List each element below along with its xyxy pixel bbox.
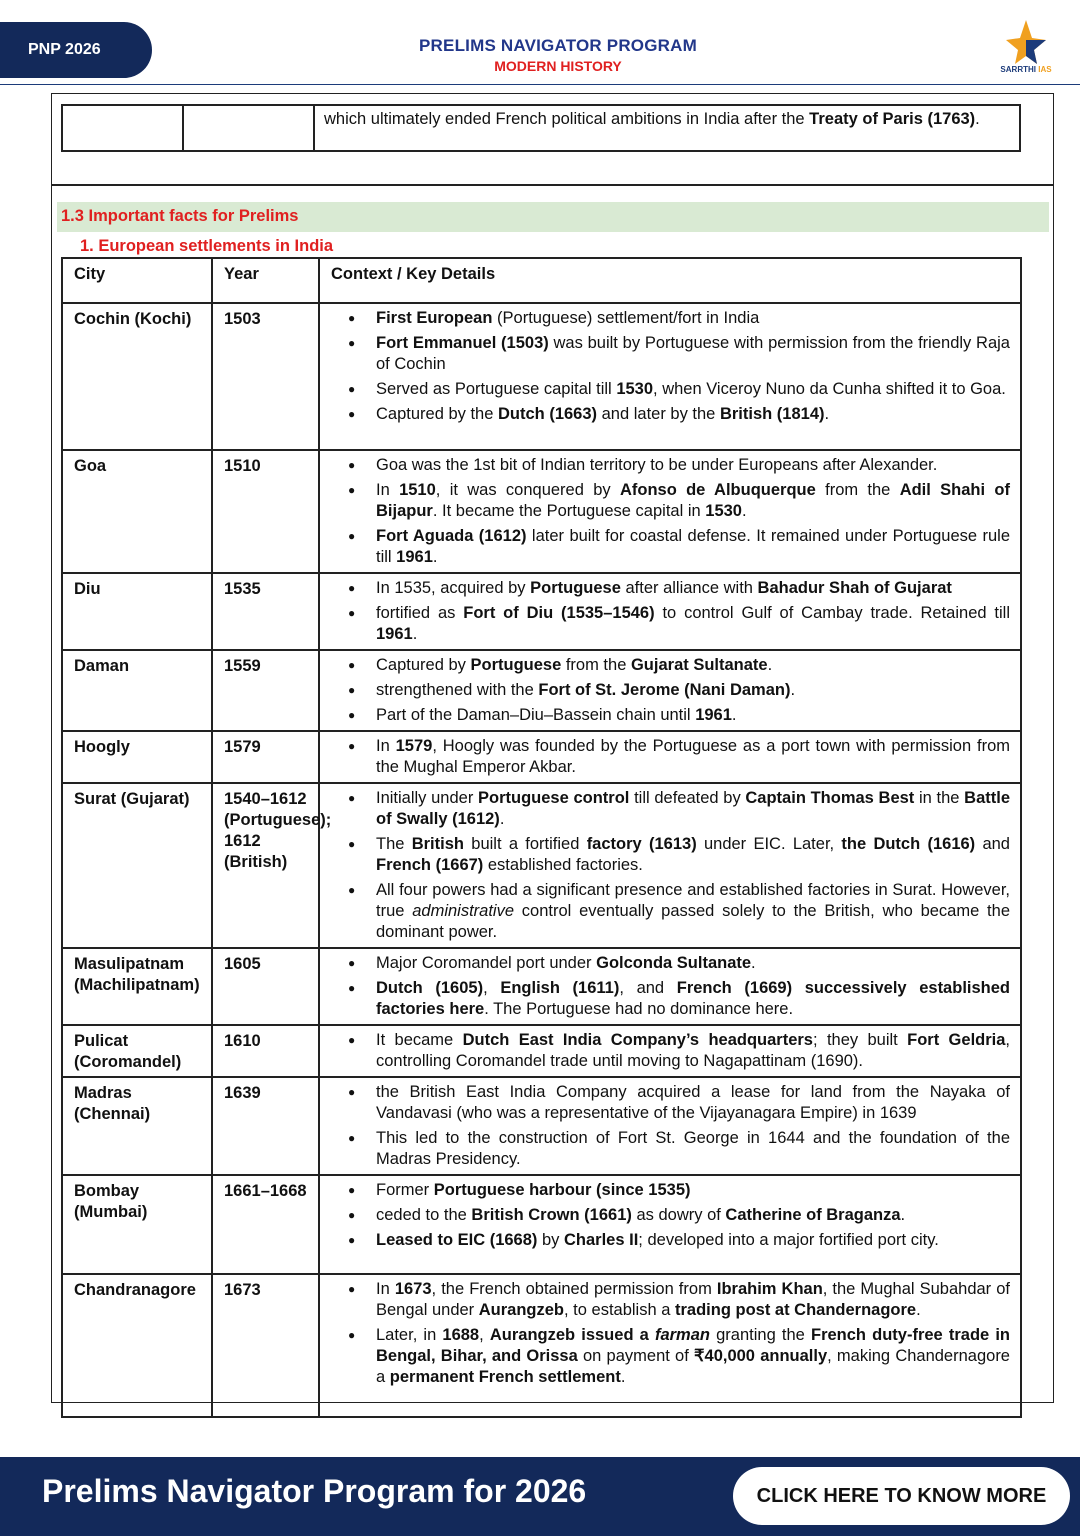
detail-text: All four powers had a significant presence and established factories in Surat. However, true — [376, 881, 1010, 920]
detail-emphasis: 1673 — [394, 1280, 432, 1298]
list-item — [332, 480, 1010, 522]
detail-text: , — [479, 1326, 490, 1344]
detail-text: In 1535, acquired by — [376, 579, 531, 597]
list-item — [332, 1230, 1010, 1251]
detail-text: . — [790, 681, 796, 699]
list-item — [332, 455, 1010, 476]
section-heading: 1.3 Important facts for Prelims — [57, 202, 1049, 232]
detail-text: Former — [376, 1181, 434, 1199]
header-details: Context / Key Details — [319, 258, 1021, 303]
page-title: PRELIMS NAVIGATOR PROGRAM — [419, 36, 697, 55]
list-item — [332, 1325, 1010, 1388]
list-item — [332, 736, 1010, 778]
detail-text: Served as Portuguese capital till — [376, 380, 617, 398]
logo-text-b: IAS — [1038, 65, 1052, 74]
list-item — [332, 834, 1010, 876]
detail-emphasis: British Crown (1661) — [471, 1206, 632, 1224]
city-cell: Goa — [62, 450, 212, 573]
detail-text: from the — [561, 656, 631, 674]
detail-emphasis: Fort Geldria — [907, 1031, 1006, 1049]
detail-text: fortified as — [376, 604, 464, 622]
detail-text: established factories. — [483, 856, 643, 874]
continuation-bold: Treaty of Paris (1763) — [809, 110, 976, 128]
detail-text: This led to the construction of Fort St. George in 1644 and the foundation of the Madras Presidency. — [376, 1129, 1010, 1168]
detail-text: , and — [619, 979, 677, 997]
details-cell — [319, 1274, 1021, 1417]
detail-text: In — [376, 481, 400, 499]
list-item — [332, 333, 1010, 375]
detail-text: granting the — [710, 1326, 811, 1344]
year-cell: 1610 — [212, 1025, 319, 1077]
detail-emphasis: 1579 — [395, 737, 433, 755]
detail-text: Major Coromandel port under — [376, 954, 597, 972]
detail-text: , to establish a — [564, 1301, 675, 1319]
table-row — [62, 783, 1021, 948]
detail-text: ; developed into a major fortified port city. — [638, 1231, 939, 1249]
detail-text: . — [916, 1301, 921, 1319]
details-list — [332, 1180, 1010, 1251]
page-subtitle: MODERN HISTORY — [494, 58, 622, 74]
detail-text: , making Chandernagore a — [376, 1347, 1010, 1386]
header-city: City — [62, 258, 212, 303]
detail-emphasis: Dutch (1605) — [376, 979, 484, 997]
list-item — [332, 1030, 1010, 1072]
detail-text: . — [741, 502, 747, 520]
details-list — [332, 578, 1010, 645]
detail-emphasis: Fort Emmanuel (1503) — [376, 334, 549, 352]
detail-emphasis: Afonso de Albuquerque — [619, 481, 816, 499]
year-cell: 1535 — [212, 573, 319, 650]
detail-emphasis: Fort Aguada (1612) — [376, 527, 527, 545]
detail-text: , when Viceroy Nuno da Cunha shifted it to Goa. — [653, 380, 1006, 398]
detail-text: ceded to the — [376, 1206, 472, 1224]
detail-emphasis: First European — [376, 309, 493, 327]
detail-emphasis: Leased to EIC (1668) — [376, 1231, 538, 1249]
detail-text: . The Portuguese had no dominance here. — [484, 1000, 794, 1018]
detail-text: strengthened with the — [376, 681, 539, 699]
detail-emphasis: Portuguese control — [478, 789, 630, 807]
list-item — [332, 880, 1010, 943]
city-cell: Madras (Chennai) — [62, 1077, 212, 1175]
detail-emphasis: French duty-free trade in Bengal, Bihar, and Orissa — [376, 1326, 1011, 1365]
list-item — [332, 1128, 1010, 1170]
city-cell: Chandranagore — [62, 1274, 212, 1417]
detail-emphasis: Dutch (1663) — [498, 405, 598, 423]
empty-cell — [62, 105, 183, 151]
detail-emphasis: 1961 — [376, 625, 413, 643]
continuation-text: which ultimately ended French political ambitions in India after the — [324, 110, 810, 128]
detail-text: to control Gulf of Cambay trade. Retained till — [654, 604, 1010, 622]
detail-text: and — [975, 835, 1010, 853]
logo-text — [1000, 65, 1052, 74]
list-item — [332, 1279, 1010, 1321]
details-cell — [319, 1025, 1021, 1077]
city-cell: Surat (Gujarat) — [62, 783, 212, 948]
detail-text: Goa was the 1st bit of Indian territory to be under Europeans after Alexander. — [376, 456, 938, 474]
details-list — [332, 788, 1010, 943]
details-cell — [319, 303, 1021, 450]
detail-text: . — [412, 625, 418, 643]
details-list — [332, 455, 1010, 568]
city-cell: Cochin (Kochi) — [62, 303, 212, 450]
list-item — [332, 308, 1010, 329]
know-more-button[interactable]: CLICK HERE TO KNOW MORE — [733, 1467, 1070, 1525]
details-cell — [319, 650, 1021, 731]
city-cell: Pulicat (Coromandel) — [62, 1025, 212, 1077]
subsection-heading: 1. European settlements in India — [80, 237, 334, 255]
detail-text: Captured by — [376, 656, 471, 674]
detail-emphasis: administrative — [412, 902, 515, 920]
detail-emphasis: French (1667) — [376, 856, 484, 874]
detail-text: in the — [914, 789, 965, 807]
city-cell: Masulipatnam (Machilipatnam) — [62, 948, 212, 1025]
list-item — [332, 578, 1010, 599]
detail-text: . — [499, 810, 505, 828]
list-item — [332, 1205, 1010, 1226]
table-row — [62, 105, 1020, 151]
table-row — [62, 1175, 1021, 1274]
details-list — [332, 736, 1010, 778]
list-item — [332, 680, 1010, 701]
detail-emphasis: Dutch East India Company’s headquarters — [462, 1031, 813, 1049]
detail-text: , — [483, 979, 501, 997]
year-cell: 1673 — [212, 1274, 319, 1417]
detail-text: . — [900, 1206, 906, 1224]
year-cell: 1661–1668 — [212, 1175, 319, 1274]
detail-emphasis: Portuguese — [530, 579, 621, 597]
table-row — [62, 731, 1021, 783]
details-list — [332, 1082, 1010, 1170]
details-cell — [319, 1077, 1021, 1175]
details-cell — [319, 948, 1021, 1025]
detail-emphasis: 1530 — [616, 380, 654, 398]
detail-emphasis: trading post at Chandernagore — [675, 1301, 917, 1319]
detail-text: by — [537, 1231, 564, 1249]
detail-text: Part of the Daman–Diu–Bassein chain until — [376, 706, 696, 724]
year-cell: 1503 — [212, 303, 319, 450]
detail-emphasis: British — [411, 835, 464, 853]
details-list — [332, 953, 1010, 1020]
detail-emphasis: factory (1613) — [586, 835, 697, 853]
table-row — [62, 650, 1021, 731]
year-cell: 1605 — [212, 948, 319, 1025]
detail-text: , the French obtained permission from — [431, 1280, 717, 1298]
detail-emphasis: Catherine of Braganza — [725, 1206, 901, 1224]
detail-text: . — [751, 954, 756, 972]
table-row — [62, 303, 1021, 450]
banner-title: Prelims Navigator Program for 2026 — [42, 1473, 587, 1509]
detail-text: was built by Portuguese with permission from the friendly Raja of Cochin — [376, 334, 1010, 373]
detail-text: . — [824, 405, 830, 423]
detail-emphasis: Aurangzeb issued a — [489, 1326, 655, 1344]
detail-emphasis: 1961 — [396, 548, 433, 566]
city-cell: Hoogly — [62, 731, 212, 783]
detail-text: ; they built — [813, 1031, 908, 1049]
list-item — [332, 1180, 1010, 1201]
detail-text: . — [731, 706, 737, 724]
details-cell — [319, 450, 1021, 573]
year-cell: 1559 — [212, 650, 319, 731]
table-row — [62, 1077, 1021, 1175]
detail-text: control eventually passed solely to the British, who became the dominant power. — [376, 902, 1010, 941]
list-item — [332, 404, 1010, 425]
detail-emphasis: Adil Shahi of Bijapur — [376, 481, 1010, 520]
continuation-cell — [314, 105, 1020, 151]
table-row — [62, 573, 1021, 650]
detail-text: , the Mughal Subahdar of Bengal under — [376, 1280, 1010, 1319]
detail-text: later built for coastal defense. It remained under Portuguese rule till — [376, 527, 1010, 566]
list-item — [332, 953, 1010, 974]
detail-emphasis: 1510 — [399, 481, 436, 499]
detail-emphasis: Ibrahim Khan — [716, 1280, 823, 1298]
table-row — [62, 1274, 1021, 1417]
detail-emphasis: Golconda Sultanate — [596, 954, 752, 972]
detail-text: till defeated by — [629, 789, 746, 807]
continuation-end: . — [975, 110, 980, 128]
star-logo-icon — [1006, 18, 1046, 64]
year-cell: 1579 — [212, 731, 319, 783]
detail-emphasis: permanent French settlement — [389, 1368, 621, 1386]
badge-text: PNP 2026 — [28, 41, 101, 58]
detail-text: under EIC. Later, — [696, 835, 842, 853]
details-cell — [319, 783, 1021, 948]
detail-text: . — [432, 548, 438, 566]
list-item — [332, 978, 1010, 1020]
details-cell — [319, 573, 1021, 650]
detail-text: In — [376, 1280, 395, 1298]
header-divider — [0, 84, 1080, 85]
detail-emphasis: Charles II — [564, 1231, 639, 1249]
details-list — [332, 655, 1010, 726]
detail-emphasis: Battle of Swally (1612) — [376, 789, 1011, 828]
list-item — [332, 603, 1010, 645]
detail-text: The — [376, 835, 412, 853]
detail-text: after alliance with — [620, 579, 758, 597]
list-item — [332, 788, 1010, 830]
detail-text: . — [767, 656, 773, 674]
header-year: Year — [212, 258, 319, 303]
logo-text-a: SARRTHI — [1000, 65, 1036, 74]
settlements-table — [61, 257, 1022, 1418]
promo-banner — [0, 1457, 1080, 1536]
detail-emphasis: Aurangzeb — [478, 1301, 565, 1319]
detail-text: It became — [376, 1031, 463, 1049]
detail-text: on payment of — [577, 1347, 695, 1365]
city-cell: Diu — [62, 573, 212, 650]
detail-text: from the — [815, 481, 900, 499]
section-divider — [51, 184, 1054, 186]
detail-emphasis: the Dutch (1616) — [841, 835, 976, 853]
detail-emphasis: farman — [654, 1326, 710, 1344]
detail-emphasis: Fort of St. Jerome (Nani Daman) — [538, 681, 791, 699]
detail-emphasis: Portuguese harbour (since 1535) — [433, 1181, 691, 1199]
detail-emphasis: Captain Thomas Best — [745, 789, 915, 807]
details-cell — [319, 1175, 1021, 1274]
city-cell: Bombay (Mumbai) — [62, 1175, 212, 1274]
continuation-table — [61, 104, 1021, 152]
detail-emphasis: Bahadur Shah of Gujarat — [757, 579, 952, 597]
list-item — [332, 379, 1010, 400]
detail-emphasis: Fort of Diu (1535–1546) — [463, 604, 655, 622]
city-cell: Daman — [62, 650, 212, 731]
detail-text: , it was conquered by — [435, 481, 620, 499]
detail-text: Initially under — [376, 789, 479, 807]
detail-emphasis: 1530 — [705, 502, 742, 520]
details-list — [332, 308, 1010, 425]
detail-text: Later, in — [376, 1326, 443, 1344]
detail-text: Captured by the — [376, 405, 498, 423]
detail-text: , controlling Coromandel trade until moving to Nagapattinam (1690). — [376, 1031, 1011, 1070]
table-row — [62, 450, 1021, 573]
detail-text: , Hoogly was founded by the Portuguese as a port town with permission from the Mughal Emperor Akbar. — [376, 737, 1010, 776]
detail-emphasis: French (1669) successively established factories here — [376, 979, 1010, 1018]
year-cell: 1540–1612 (Portuguese); 1612 (British) — [212, 783, 319, 948]
detail-text: the British East India Company acquired a lease for land from the Nayaka of Vandavasi (who was a representative of the Vijayanagara Empire) in 1639 — [376, 1083, 1010, 1122]
list-item — [332, 1082, 1010, 1124]
detail-text: In — [376, 737, 396, 755]
brand-logo — [1000, 18, 1052, 82]
detail-text: built a fortified — [463, 835, 587, 853]
list-item — [332, 655, 1010, 676]
detail-emphasis: 1961 — [695, 706, 732, 724]
detail-emphasis: English (1611) — [500, 979, 620, 997]
details-list — [332, 1279, 1010, 1388]
detail-text: (Portuguese) settlement/fort in India — [492, 309, 760, 327]
details-cell — [319, 731, 1021, 783]
list-item — [332, 526, 1010, 568]
detail-emphasis: Gujarat Sultanate — [630, 656, 768, 674]
table-row — [62, 1025, 1021, 1077]
year-cell: 1510 — [212, 450, 319, 573]
empty-cell — [183, 105, 314, 151]
table-row — [62, 948, 1021, 1025]
detail-emphasis: British (1814) — [719, 405, 825, 423]
detail-text: . — [620, 1368, 626, 1386]
detail-emphasis: Portuguese — [470, 656, 562, 674]
year-cell: 1639 — [212, 1077, 319, 1175]
table-header-row — [62, 258, 1021, 303]
detail-emphasis: 1688 — [442, 1326, 480, 1344]
detail-text: as dowry of — [631, 1206, 726, 1224]
list-item — [332, 705, 1010, 726]
detail-text: . It became the Portuguese capital in — [432, 502, 706, 520]
detail-text: and later by the — [597, 405, 720, 423]
detail-emphasis: ₹40,000 annually — [694, 1347, 828, 1365]
details-list — [332, 1030, 1010, 1072]
